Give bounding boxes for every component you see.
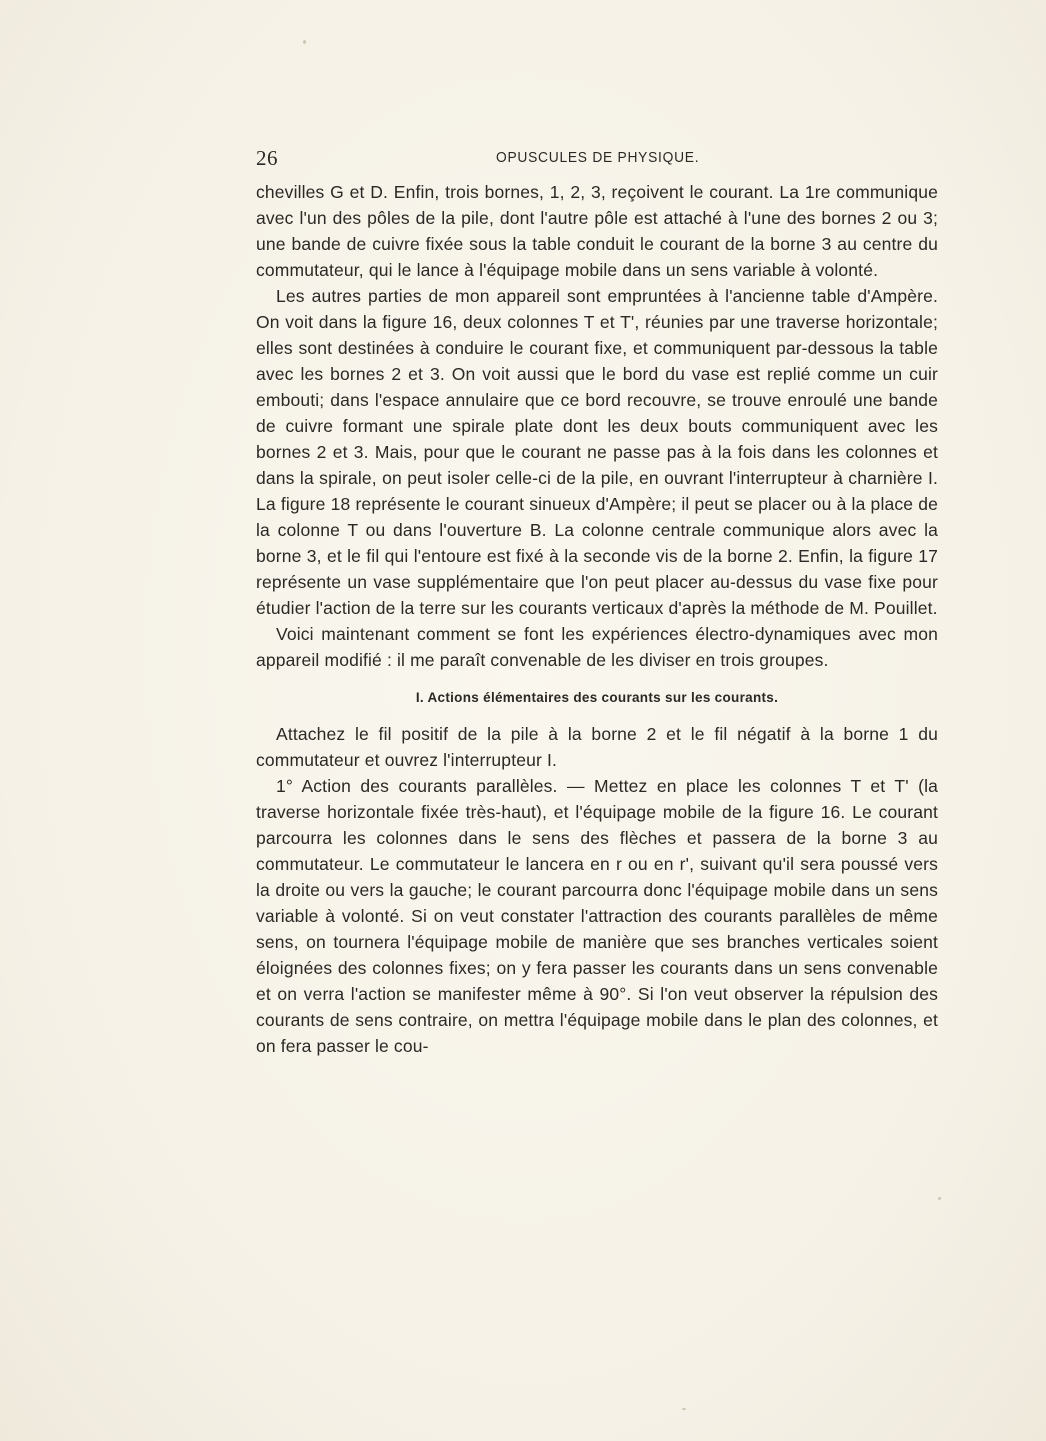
page-header xyxy=(256,142,946,172)
paragraph: Les autres parties de mon appareil sont empruntées à l'ancienne table d'Ampère. On voit dans la figure 16, deux colonnes T et T', réunies par une traverse horizontale; elles sont destinées à conduire le courant fixe, et communiquent par-dessous la table avec les bornes 2 et 3. On voit aussi que le bord du vase est replié comme un cuir embouti; dans l'espace annulaire que ce bord recouvre, se trouve enroulé une bande de cuivre formant une spirale plate dont les deux bouts communiquent avec les bornes 2 et 3. Mais, pour que le courant ne passe pas à la fois dans les colonnes et dans la spirale, on peut isoler celle-ci de la pile, en ouvrant l'interrupteur à charnière I. La figure 18 représente le courant sinueux d'Ampère; il peut se placer ou à la place de la colonne T ou dans l'ouverture B. La colonne centrale communique alors avec la borne 3, et le fil qui l'entoure est fixé à la seconde vis de la borne 2. Enfin, la figure 17 représente un vase supplémentaire que l'on peut placer au-dessus du vase fixe pour étudier l'action de la terre sur les courants verticaux d'après la méthode de M. Pouillet. xyxy=(256,286,938,618)
paper-speck xyxy=(303,40,306,44)
paragraph: Attachez le fil positif de la pile à la borne 2 et le fil négatif à la borne 1 du commutateur et ouvrez l'interrupteur I. xyxy=(256,724,938,770)
body-text xyxy=(256,179,938,1059)
page-number: 26 xyxy=(256,146,278,170)
paragraph: chevilles G et D. Enfin, trois bornes, 1, 2, 3, reçoivent le courant. La 1re communique avec l'un des pôles de la pile, dont l'autre pôle est attaché à l'une des bornes 2 ou 3; une bande de cuivre fixée sous la table conduit le courant de la borne 3 au centre du commutateur, qui le lance à l'équipage mobile dans un sens variable à volonté. xyxy=(256,182,938,280)
paragraph: 1° Action des courants parallèles. — Mettez en place les colonnes T et T' (la traverse horizontale fixée très-haut), et l'équipage mobile de la figure 16. Le courant parcourra les colonnes dans le sens des flèches et passera de la borne 3 au commutateur. Le commutateur le lancera en r ou en r', suivant qu'il sera poussé vers la droite ou vers la gauche; le courant parcourra donc l'équipage mobile dans un sens variable à volonté. Si on veut constater l'attraction des courants parallèles de même sens, on tournera l'équipage mobile de manière que ses branches verticales soient éloignées des colonnes fixes; on y fera passer les courants dans un sens convenable et on verra l'action se manifester même à 90°. Si l'on veut observer la répulsion des courants de sens contraire, on mettra l'équipage mobile dans le plan des colonnes, et on fera passer le cou- xyxy=(256,776,938,1056)
paper-speck xyxy=(938,1197,941,1200)
paragraph: Voici maintenant comment se font les expériences électro-dynamiques avec mon appareil modifié : il me paraît convenable de les diviser en trois groupes. xyxy=(256,624,938,670)
section-heading: I. Actions élémentaires des courants sur les courants. xyxy=(415,690,779,705)
paper-speck xyxy=(682,1408,686,1410)
running-head: OPUSCULES DE PHYSIQUE. xyxy=(496,149,700,166)
